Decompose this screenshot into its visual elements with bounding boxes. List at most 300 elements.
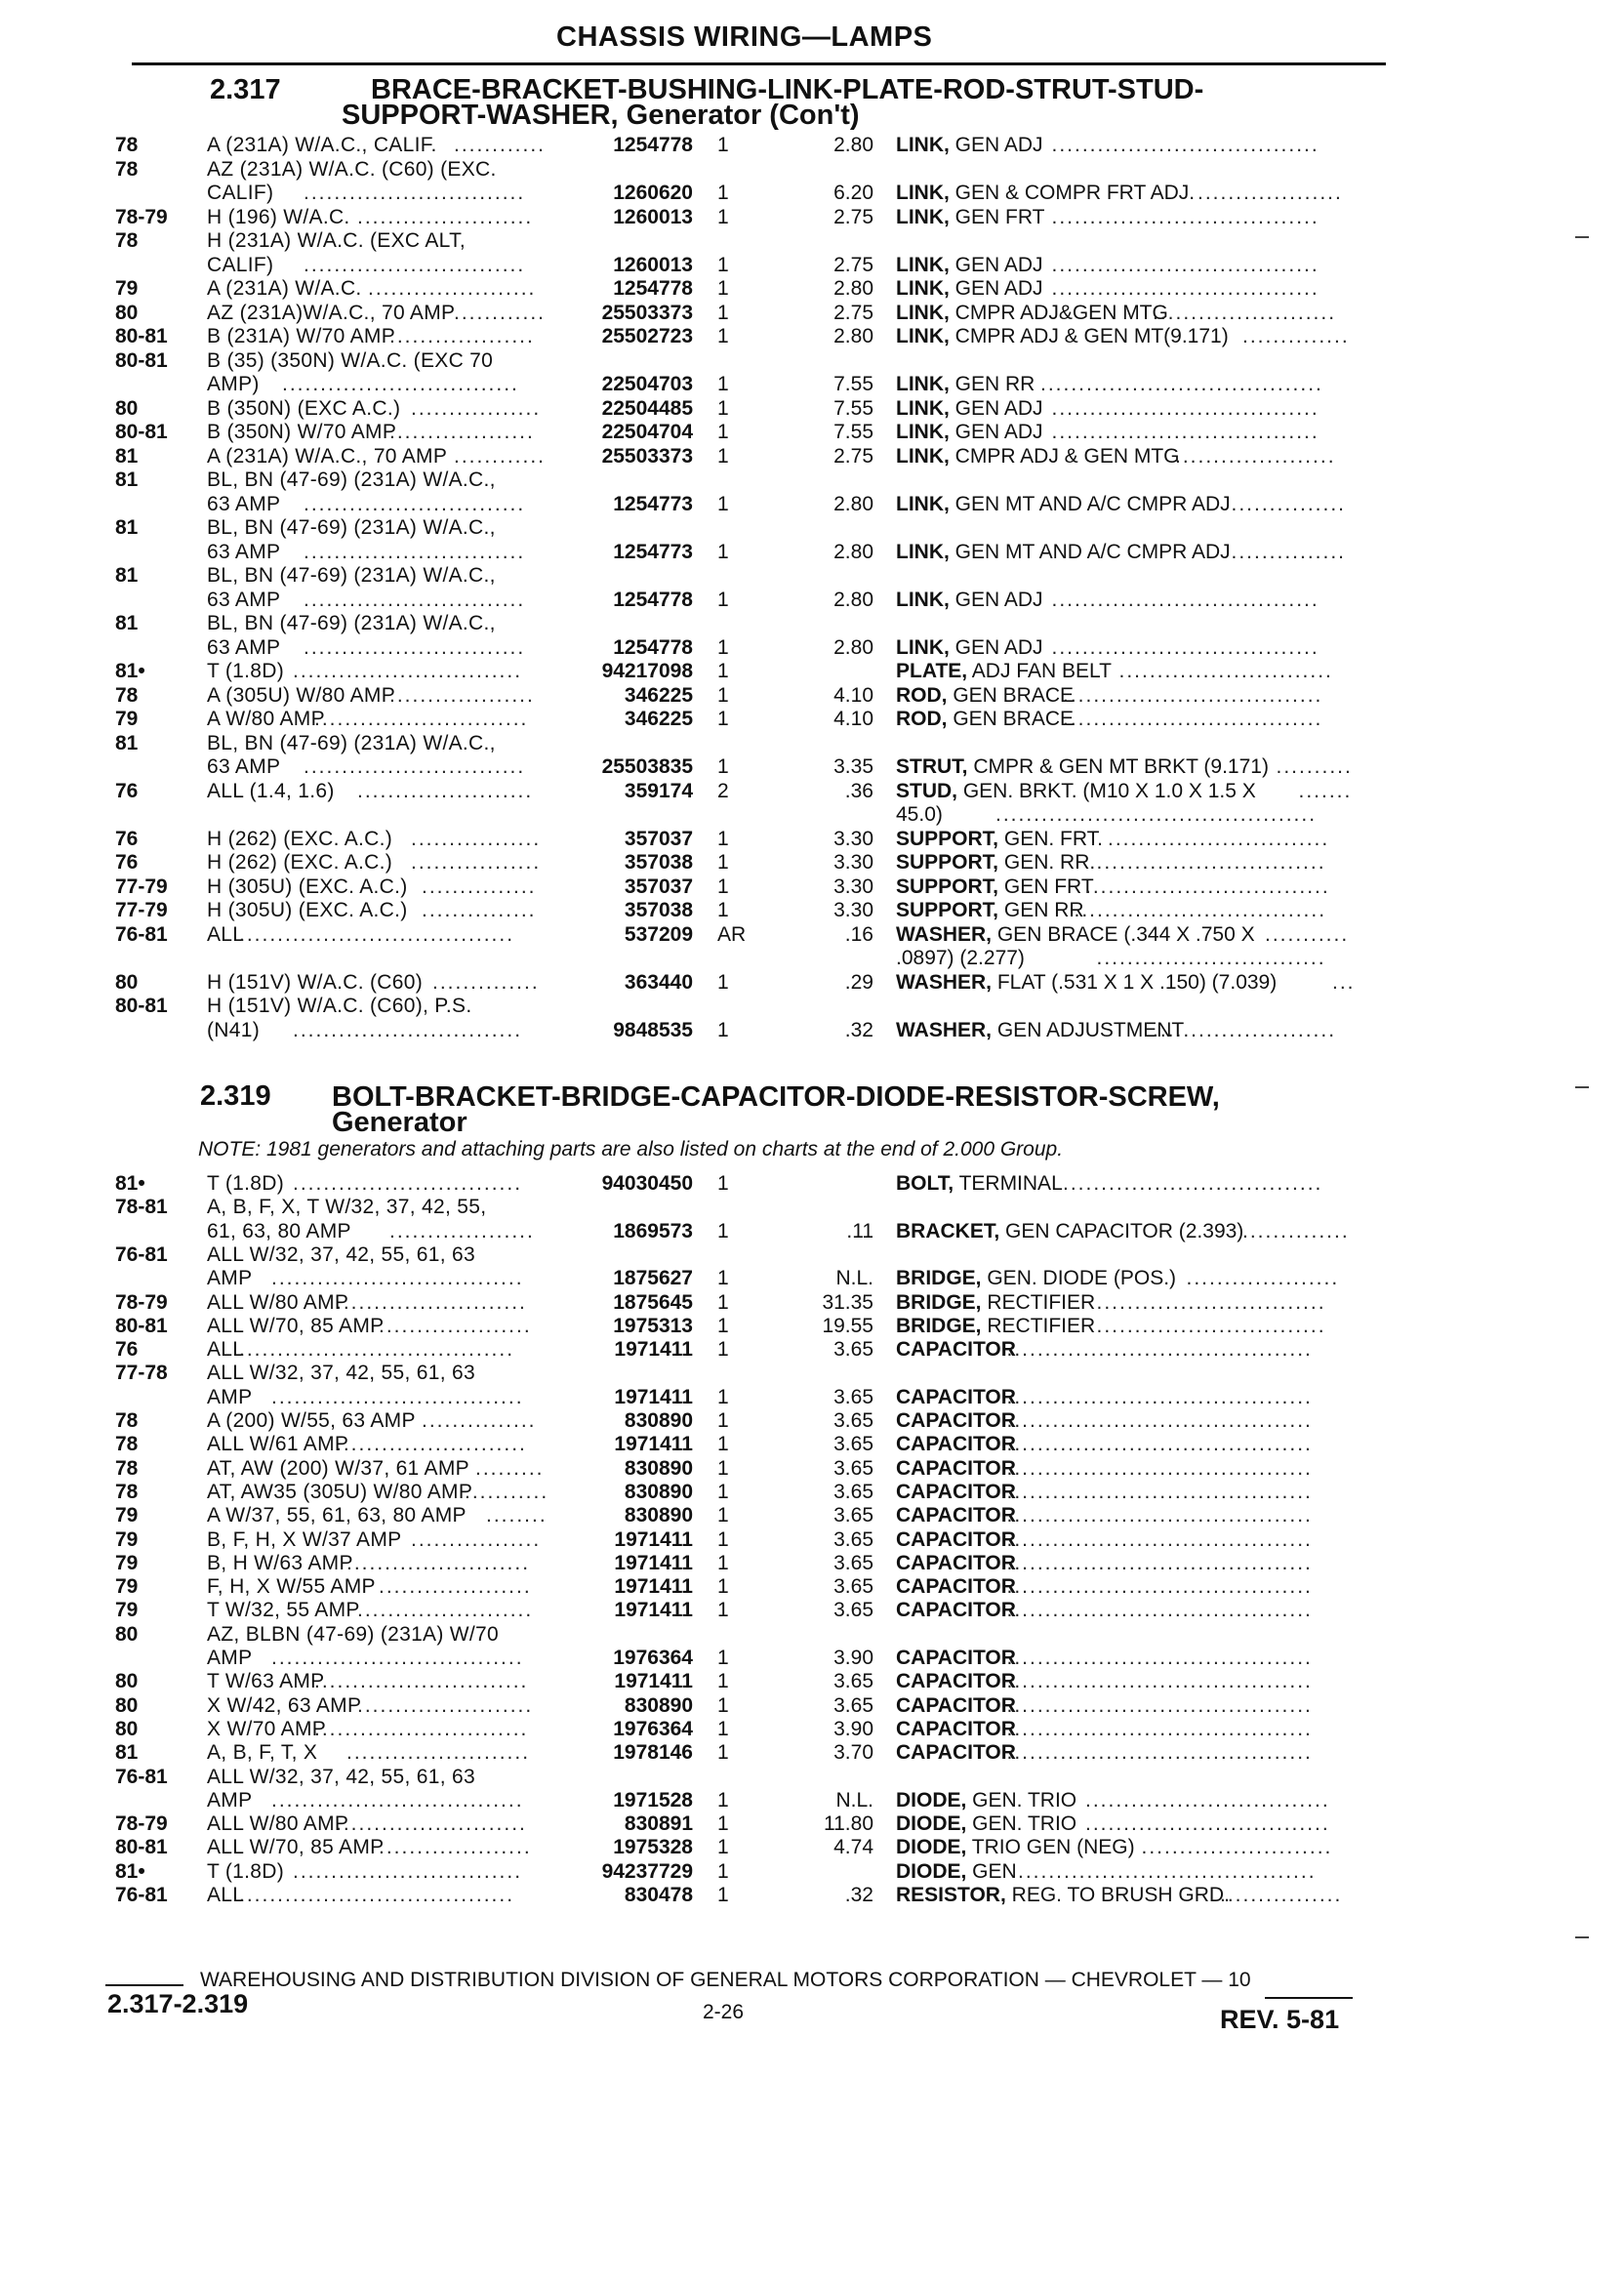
part-name xyxy=(896,588,1043,612)
part-name xyxy=(896,1337,1016,1362)
part-number: 1976364 xyxy=(613,1717,693,1740)
leader-dots: ............................. xyxy=(304,588,526,611)
quantity: 1 xyxy=(717,540,729,563)
leader-dots: .............................. xyxy=(1096,947,1326,969)
table-row xyxy=(0,635,1624,660)
part-name-detail: GEN ADJ xyxy=(949,253,1043,276)
leader-dots: .............................. xyxy=(293,660,523,682)
application-description: T (1.8D) xyxy=(207,660,285,682)
part-name-detail: GEN FRT xyxy=(998,875,1094,898)
table-row xyxy=(0,133,1624,157)
leader-dots: .................................... xyxy=(239,1338,515,1362)
model-year: 81• xyxy=(115,1859,145,1883)
application-description: BL, BN (47-69) (231A) W/A.C., xyxy=(207,612,496,634)
part-name-primary: WASHER, xyxy=(896,970,993,994)
table-row xyxy=(0,324,1624,348)
application-description: AMP xyxy=(207,1385,253,1408)
table-row xyxy=(0,1835,1624,1859)
leader-dots: ............................. xyxy=(304,182,526,204)
part-name-detail: GEN ADJ xyxy=(949,635,1043,659)
price: 7.55 xyxy=(833,396,873,420)
application-description: A (200) W/55, 63 AMP xyxy=(207,1409,416,1432)
model-year: 78-79 xyxy=(115,205,168,228)
application-description: ALL W/61 AMP xyxy=(207,1433,349,1456)
part-name xyxy=(896,1669,1016,1693)
application-description: AT, AW35 (305U) W/80 AMP xyxy=(207,1480,473,1503)
model-year: 80-81 xyxy=(115,421,168,443)
model-year: 80 xyxy=(115,301,139,324)
part-name xyxy=(896,1574,1016,1599)
part-name xyxy=(896,1171,1063,1196)
part-name xyxy=(896,1408,1016,1433)
application-description: A (231A) W/A.C., 70 AMP xyxy=(207,444,448,468)
table-row xyxy=(0,301,1624,325)
leader-dots: ................................... xyxy=(1051,134,1320,156)
part-number: 1971411 xyxy=(614,1670,693,1693)
part-number: 1260013 xyxy=(613,205,693,228)
table-row xyxy=(0,228,1624,253)
leader-dots: ........................................ xyxy=(1006,1647,1313,1669)
table-row xyxy=(0,1408,1624,1433)
part-name xyxy=(896,301,1168,325)
part-name-primary: LINK, xyxy=(896,492,950,515)
model-year: 81• xyxy=(115,660,145,682)
application-description: AMP xyxy=(207,1788,253,1812)
leader-dots: ........................................ xyxy=(1006,1575,1313,1599)
model-year: 76-81 xyxy=(115,1884,168,1906)
footer-rule xyxy=(1265,1997,1353,1999)
part-name-primary: CAPACITOR xyxy=(896,1717,1016,1740)
leader-dots: ....................... xyxy=(357,1599,534,1622)
quantity: 1 xyxy=(717,708,729,730)
quantity: 1 xyxy=(717,1599,729,1622)
leader-dots: ............................. xyxy=(304,755,526,778)
quantity: 1 xyxy=(717,1884,729,1906)
table-row xyxy=(0,1171,1624,1196)
part-number: 830890 xyxy=(624,1480,693,1503)
table-row xyxy=(0,922,1624,947)
quantity: 1 xyxy=(717,660,729,682)
table-row xyxy=(0,1290,1624,1315)
leader-dots: ........................................ xyxy=(1006,1433,1313,1456)
leader-dots: ................................... xyxy=(1051,588,1320,611)
part-name xyxy=(896,1219,1243,1243)
part-name-primary: CAPACITOR xyxy=(896,1551,1016,1574)
leader-dots: ................... xyxy=(389,421,535,443)
quantity: 1 xyxy=(717,1385,729,1408)
table-row xyxy=(0,970,1624,995)
part-number: 346225 xyxy=(624,708,693,730)
part-number: 357037 xyxy=(624,827,693,850)
table-row xyxy=(0,468,1624,492)
application-description: ALL W/70, 85 AMP xyxy=(207,1314,385,1337)
quantity: 1 xyxy=(717,875,729,898)
price: 4.10 xyxy=(833,708,873,730)
leader-dots: .................................. xyxy=(1063,708,1323,730)
table-row xyxy=(0,253,1624,277)
part-name-detail: 45.0) xyxy=(896,803,943,826)
price: 11.80 xyxy=(824,1812,873,1836)
part-number: 357038 xyxy=(624,851,693,874)
table-row xyxy=(0,1242,1624,1267)
part-name-primary: LINK, xyxy=(896,421,950,443)
table-row xyxy=(0,157,1624,182)
model-year: 78 xyxy=(115,1433,139,1456)
part-name xyxy=(896,1693,1016,1718)
part-name xyxy=(896,181,1195,205)
part-name xyxy=(896,1503,1016,1527)
application-description: ALL W/32, 37, 42, 55, 61, 63 xyxy=(207,1765,475,1788)
table-row xyxy=(0,1337,1624,1362)
leader-dots: ................................. xyxy=(271,1385,524,1408)
price: 3.65 xyxy=(833,1693,873,1717)
model-year: 78 xyxy=(115,1456,139,1480)
model-year: 78-81 xyxy=(115,1196,168,1219)
part-number: 25503835 xyxy=(601,755,693,778)
part-name-primary: SUPPORT, xyxy=(896,851,999,874)
price: 2.75 xyxy=(833,444,873,468)
part-name xyxy=(896,827,1103,851)
part-name-primary: CAPACITOR xyxy=(896,1504,1016,1527)
price: 3.70 xyxy=(833,1741,873,1765)
scan-mark xyxy=(1575,1936,1589,1938)
part-name xyxy=(896,1788,1076,1812)
quantity: 1 xyxy=(717,134,729,156)
part-name-primary: DIODE, xyxy=(896,1812,967,1836)
application-description: AMP) xyxy=(207,373,260,395)
part-name-detail: GEN BRACE (.344 X .750 X xyxy=(992,922,1255,946)
leader-dots: ................................ xyxy=(1085,875,1330,898)
price: 3.65 xyxy=(833,1433,873,1456)
price: 2.80 xyxy=(833,277,873,300)
section-number: 2.319 xyxy=(200,1080,271,1112)
price: .32 xyxy=(844,1884,873,1906)
quantity: 1 xyxy=(717,1480,729,1503)
table-row xyxy=(0,827,1624,851)
part-name-primary: CAPACITOR xyxy=(896,1693,1016,1717)
table-row xyxy=(0,1314,1624,1338)
model-year: 76-81 xyxy=(115,1765,168,1788)
application-description: ALL xyxy=(207,1338,245,1362)
part-name xyxy=(896,1859,1017,1884)
part-name-detail: .0897) (2.277) xyxy=(896,947,1025,969)
model-year: 80-81 xyxy=(115,348,168,372)
part-number: 1971528 xyxy=(613,1788,693,1812)
leader-dots: ............... xyxy=(422,1409,537,1432)
table-row xyxy=(0,802,1624,827)
model-year: 78 xyxy=(115,134,139,156)
part-name-primary: CAPACITOR xyxy=(896,1647,1016,1669)
leader-dots: ........................................ xyxy=(1006,1717,1313,1740)
table-row xyxy=(0,1598,1624,1622)
part-name-detail: GEN MT AND A/C CMPR ADJ xyxy=(949,540,1231,563)
model-year: 78-79 xyxy=(115,1812,168,1836)
quantity: 1 xyxy=(717,421,729,443)
application-description: H (262) (EXC. A.C.) xyxy=(207,827,393,850)
part-number: 1975328 xyxy=(613,1836,693,1859)
part-name-primary: LINK, xyxy=(896,396,950,420)
footer-revision: REV. 5-81 xyxy=(1220,2005,1340,2034)
leader-dots: ......................... xyxy=(336,1433,527,1456)
application-description: B (350N) W/70 AMP xyxy=(207,421,397,443)
application-description: A, B, F, X, T W/32, 37, 42, 55, xyxy=(207,1196,487,1219)
leader-dots: ........................................ xyxy=(1006,1551,1313,1574)
application-description: AT, AW (200) W/37, 61 AMP xyxy=(207,1456,469,1480)
leader-dots: ....................... xyxy=(357,779,534,802)
model-year: 80-81 xyxy=(115,995,168,1017)
leader-dots: .................... xyxy=(1186,1267,1340,1290)
leader-dots: ............................. xyxy=(1108,827,1330,850)
price: 2.80 xyxy=(833,540,873,563)
leader-dots: ............................. xyxy=(304,540,526,563)
table-row xyxy=(0,850,1624,875)
model-year: 80 xyxy=(115,1717,139,1740)
quantity: AR xyxy=(717,922,747,946)
leader-dots: ..................... xyxy=(1175,444,1336,468)
part-name xyxy=(896,276,1043,301)
quantity: 1 xyxy=(717,1338,729,1362)
quantity: 1 xyxy=(717,635,729,659)
part-name-primary: LINK, xyxy=(896,373,950,395)
quantity: 1 xyxy=(717,827,729,850)
part-name-primary: LINK, xyxy=(896,635,950,659)
part-name-detail: TRIO GEN (NEG) xyxy=(966,1836,1135,1859)
part-number: 363440 xyxy=(624,970,693,994)
part-name xyxy=(896,540,1231,564)
part-number: 94030450 xyxy=(601,1172,693,1195)
part-name-primary: BRIDGE, xyxy=(896,1290,982,1314)
price: 7.55 xyxy=(833,373,873,395)
price: 3.90 xyxy=(833,1647,873,1669)
leader-dots: ................. xyxy=(411,396,542,420)
part-name-primary: LINK, xyxy=(896,540,950,563)
part-name-detail: GEN. TRIO xyxy=(966,1812,1077,1836)
quantity: 1 xyxy=(717,1290,729,1314)
part-name xyxy=(896,372,1035,396)
part-name-primary: BRACKET, xyxy=(896,1219,1000,1242)
leader-dots: ............... xyxy=(1231,492,1347,515)
part-name xyxy=(896,1646,1016,1670)
part-name-primary: PLATE, xyxy=(896,660,968,682)
part-name xyxy=(896,1432,1016,1456)
price: 3.65 xyxy=(833,1504,873,1527)
leader-dots: ........................................ xyxy=(1006,1385,1313,1408)
part-number: 830890 xyxy=(624,1693,693,1717)
page-title: CHASSIS WIRING—LAMPS xyxy=(556,21,933,53)
leader-dots: ........................................ xyxy=(1006,1456,1313,1480)
part-name xyxy=(896,802,943,827)
model-year: 76 xyxy=(115,779,139,802)
price: 3.35 xyxy=(833,755,873,778)
leader-dots: ................................... xyxy=(1051,253,1320,276)
leader-dots: ......................... xyxy=(1141,1836,1333,1859)
part-number: 94237729 xyxy=(601,1859,693,1883)
quantity: 1 xyxy=(717,1859,729,1883)
part-name xyxy=(896,754,1269,779)
model-year: 76 xyxy=(115,851,139,874)
part-name-detail: GEN CAPACITOR (2.393) xyxy=(999,1219,1244,1242)
part-name-primary: CAPACITOR xyxy=(896,1433,1016,1456)
scan-mark xyxy=(1575,1086,1589,1088)
part-name xyxy=(896,659,1112,683)
price: 3.65 xyxy=(833,1338,873,1362)
part-name xyxy=(896,1480,1016,1504)
leader-dots: ................... xyxy=(389,683,535,707)
price: 2.75 xyxy=(833,253,873,276)
leader-dots: ........................ xyxy=(1153,1018,1337,1041)
quantity: 2 xyxy=(717,779,729,802)
part-number: 830890 xyxy=(624,1409,693,1432)
part-name-primary: CAPACITOR xyxy=(896,1456,1016,1480)
leader-dots: ........................................ xyxy=(1006,1480,1313,1503)
footer-page-number: 2-26 xyxy=(703,2001,745,2023)
quantity: 1 xyxy=(717,1717,729,1740)
application-description: T W/63 AMP xyxy=(207,1670,325,1693)
part-number: 1875627 xyxy=(613,1267,693,1290)
price: 3.65 xyxy=(833,1599,873,1622)
part-number: 1971411 xyxy=(614,1599,693,1622)
model-year: 80 xyxy=(115,1693,139,1717)
leader-dots: ........................................ xyxy=(1006,1527,1313,1551)
part-name xyxy=(896,1290,1095,1315)
part-name-primary: ROD, xyxy=(896,708,948,730)
leader-dots: ........................................ xyxy=(1006,1670,1313,1693)
section-title: BRACE-BRACKET-BUSHING-LINK-PLATE-ROD-STRUT-STUD- xyxy=(371,74,1204,105)
model-year: 80-81 xyxy=(115,1314,168,1337)
price: 3.65 xyxy=(833,1409,873,1432)
table-row xyxy=(0,779,1624,803)
table-row xyxy=(0,1883,1624,1907)
application-description: 63 AMP xyxy=(207,492,281,515)
part-name-detail: ADJ FAN BELT xyxy=(967,660,1112,682)
part-number: 357037 xyxy=(624,875,693,898)
section-title: BOLT-BRACKET-BRIDGE-CAPACITOR-DIODE-RESISTOR-SCREW, xyxy=(332,1081,1220,1113)
table-row xyxy=(0,205,1624,229)
application-description: B, H W/63 AMP xyxy=(207,1551,353,1574)
part-name xyxy=(896,779,1256,803)
leader-dots: .................................. xyxy=(1063,683,1323,707)
part-number: 9848535 xyxy=(613,1018,693,1041)
application-description: A (305U) W/80 AMP xyxy=(207,683,396,707)
part-name-primary: WASHER, xyxy=(896,1018,993,1041)
part-number: 22504704 xyxy=(601,421,693,443)
part-number: 1971411 xyxy=(614,1385,693,1408)
leader-dots: .......................................... xyxy=(995,803,1318,826)
part-name-primary: BRIDGE, xyxy=(896,1267,982,1290)
part-number: 1971411 xyxy=(614,1433,693,1456)
part-name-detail: REG. TO BRUSH GRD. xyxy=(1005,1884,1230,1906)
part-name-detail: GEN. DIODE (POS.) xyxy=(981,1267,1177,1290)
part-name-detail: GEN. TRIO xyxy=(966,1788,1077,1812)
price: 2.80 xyxy=(833,635,873,659)
part-name-detail: GEN RR xyxy=(949,373,1035,395)
model-year: 81 xyxy=(115,612,139,634)
quantity: 1 xyxy=(717,1172,729,1195)
section-number: 2.317 xyxy=(210,74,281,105)
application-description: H (151V) W/A.C. (C60), P.S. xyxy=(207,995,472,1017)
part-name-primary: SUPPORT, xyxy=(896,899,999,921)
application-description: A (231A) W/A.C., CALIF. xyxy=(207,134,437,156)
price: 19.55 xyxy=(822,1314,873,1337)
leader-dots: ................................. xyxy=(271,1788,524,1812)
quantity: 1 xyxy=(717,851,729,874)
leader-dots: .............. xyxy=(432,970,540,994)
application-description: AMP xyxy=(207,1647,253,1669)
quantity: 1 xyxy=(717,1575,729,1599)
quantity: 1 xyxy=(717,1788,729,1812)
model-year: 77-79 xyxy=(115,899,168,921)
part-name xyxy=(896,1314,1095,1338)
price: 3.65 xyxy=(833,1551,873,1574)
price: 3.65 xyxy=(833,1527,873,1551)
part-name xyxy=(896,635,1043,660)
model-year: 78 xyxy=(115,157,139,181)
quantity: 1 xyxy=(717,1314,729,1337)
table-row xyxy=(0,707,1624,731)
model-year: 80 xyxy=(115,396,139,420)
leader-dots: .................................. xyxy=(1063,1172,1323,1195)
part-name xyxy=(896,133,1043,157)
part-name xyxy=(896,1835,1135,1859)
part-number: 359174 xyxy=(624,779,693,802)
leader-dots: ............... xyxy=(422,875,537,898)
leader-dots: ................. xyxy=(411,851,542,874)
part-name xyxy=(896,1740,1016,1765)
leader-dots: ....................... xyxy=(357,205,534,228)
table-row xyxy=(0,540,1624,564)
part-name xyxy=(896,1385,1016,1409)
part-number: 1254778 xyxy=(613,134,693,156)
part-name-detail: GEN MT AND A/C CMPR ADJ xyxy=(949,492,1231,515)
table-row xyxy=(0,1480,1624,1504)
leader-dots: ........... xyxy=(465,1480,549,1503)
part-number: 1976364 xyxy=(613,1647,693,1669)
leader-dots: ............... xyxy=(1231,540,1347,563)
part-name xyxy=(896,707,1074,731)
part-number: 1978146 xyxy=(613,1741,693,1765)
part-name-detail: GEN. RR. xyxy=(998,851,1096,874)
part-number: 1254778 xyxy=(613,635,693,659)
leader-dots: ........................................ xyxy=(1006,1693,1313,1717)
application-description: 63 AMP xyxy=(207,540,281,563)
application-description: H (262) (EXC. A.C.) xyxy=(207,851,393,874)
application-description: X W/42, 63 AMP xyxy=(207,1693,362,1717)
quantity: 1 xyxy=(717,205,729,228)
table-row xyxy=(0,683,1624,708)
section-title-continued: SUPPORT-WASHER, Generator (Con't) xyxy=(342,100,860,131)
leader-dots: ........................................ xyxy=(1006,1741,1313,1765)
price: N.L. xyxy=(835,1267,873,1290)
model-year: 78 xyxy=(115,683,139,707)
model-year: 81 xyxy=(115,516,139,539)
model-year: 76 xyxy=(115,1338,139,1362)
application-description: T (1.8D) xyxy=(207,1859,285,1883)
table-row xyxy=(0,1018,1624,1042)
quantity: 1 xyxy=(717,683,729,707)
price: .36 xyxy=(844,779,873,802)
leader-dots: .......... xyxy=(1276,755,1353,778)
price: 2.80 xyxy=(833,492,873,515)
header-rule xyxy=(132,62,1386,65)
part-name-primary: BRIDGE, xyxy=(896,1314,982,1337)
table-row xyxy=(0,515,1624,540)
quantity: 1 xyxy=(717,1456,729,1480)
quantity: 1 xyxy=(717,1433,729,1456)
leader-dots: ......................... xyxy=(336,1290,527,1314)
model-year: 80 xyxy=(115,1670,139,1693)
leader-dots: ................... xyxy=(1198,182,1343,204)
part-name xyxy=(896,1598,1016,1622)
